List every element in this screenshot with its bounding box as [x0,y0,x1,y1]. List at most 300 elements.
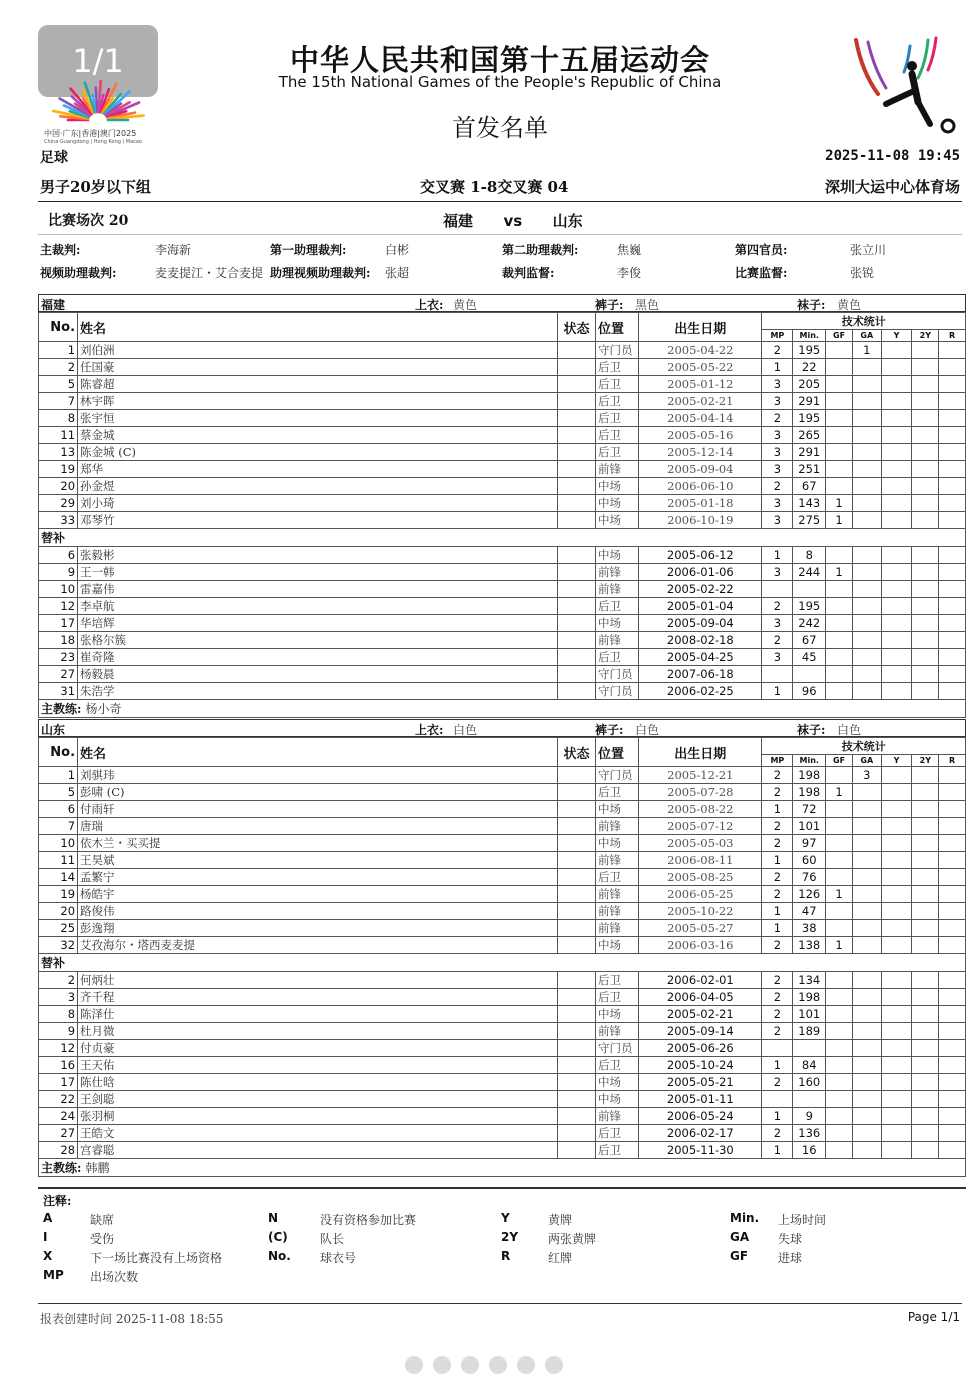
stat-r [939,1023,966,1040]
player-row [39,1057,966,1074]
player-number: 3 [39,989,78,1006]
player-status [557,393,595,410]
pagination-dot[interactable] [489,1356,507,1374]
player-status [557,1108,595,1125]
stat-y [881,1142,912,1159]
player-number: 12 [39,598,78,615]
player-position: 中场 [596,547,639,564]
player-position: 后卫 [596,1057,639,1074]
stat-min [793,666,826,683]
stat-ga [852,1023,881,1040]
player-row [39,1108,966,1125]
stat-r [939,835,966,852]
player-number: 23 [39,649,78,666]
stat-y2 [912,1040,939,1057]
legend-meaning: 受伤 [90,1232,115,1246]
player-name: 王皓文 [78,1125,558,1142]
stat-y [881,495,912,512]
player-name: 张宇恒 [78,410,558,427]
stat-ga [852,632,881,649]
stat-gf: 1 [826,886,853,903]
games-logo-subline: China·Guangdong | Hong Kong | Macao [44,139,143,145]
stat-y2 [912,376,939,393]
player-position: 前锋 [596,1023,639,1040]
stat-mp: 2 [762,1023,793,1040]
player-name: 依木兰・买买提 [78,835,558,852]
player-dob: 2005-05-22 [639,359,762,376]
stat-y [881,1006,912,1023]
col-header-min: Min. [793,755,826,767]
player-position: 后卫 [596,784,639,801]
stat-r [939,683,966,700]
stat-y2 [912,818,939,835]
stat-mp: 2 [762,410,793,427]
stat-gf [826,1006,853,1023]
stat-ga [852,903,881,920]
player-name: 林宇晖 [78,393,558,410]
stat-y [881,1023,912,1040]
stat-min [793,1091,826,1108]
stat-r [939,1142,966,1159]
stat-mp: 3 [762,427,793,444]
home-team-name: 福建 [443,212,474,230]
player-number: 5 [39,784,78,801]
stat-gf [826,376,853,393]
stat-min: 45 [793,649,826,666]
legend-notes [38,1187,966,1287]
stat-y [881,666,912,683]
stat-y2 [912,937,939,954]
stat-r [939,512,966,529]
stat-r [939,1006,966,1023]
player-row [39,666,966,683]
player-row [39,852,966,869]
stat-min: 265 [793,427,826,444]
stat-y2 [912,495,939,512]
player-name: 邓琴竹 [78,512,558,529]
player-name: 蔡金城 [78,427,558,444]
stat-gf [826,615,853,632]
col-header-status: 状态 [557,313,595,342]
pagination-dots[interactable] [405,1356,573,1378]
player-position: 前锋 [596,564,639,581]
player-dob: 2005-07-12 [639,818,762,835]
stat-y2 [912,512,939,529]
pagination-dot[interactable] [461,1356,479,1374]
player-row [39,1006,966,1023]
pagination-dot[interactable] [517,1356,535,1374]
player-dob: 2006-01-06 [639,564,762,581]
stat-gf [826,478,853,495]
stat-mp: 3 [762,512,793,529]
stat-mp: 1 [762,1108,793,1125]
stat-min: 67 [793,478,826,495]
away-team-name: 山东 [552,212,583,230]
player-number: 17 [39,615,78,632]
stat-mp: 2 [762,598,793,615]
player-number: 22 [39,1091,78,1108]
player-name: 王剑聪 [78,1091,558,1108]
player-position: 后卫 [596,869,639,886]
player-status [557,598,595,615]
stat-min: 195 [793,410,826,427]
stat-y2 [912,461,939,478]
player-row [39,801,966,818]
roster-table [38,312,966,718]
player-position: 前锋 [596,1108,639,1125]
player-position: 中场 [596,937,639,954]
player-dob: 2005-04-22 [639,342,762,359]
socks-label: 袜子: [797,298,826,312]
player-row [39,427,966,444]
player-dob: 2005-05-21 [639,1074,762,1091]
stat-y [881,649,912,666]
player-row [39,376,966,393]
stat-mp: 2 [762,886,793,903]
stat-r [939,598,966,615]
player-row [39,632,966,649]
team-kit-bar [38,719,966,737]
stat-y2 [912,903,939,920]
stat-y2 [912,564,939,581]
stat-r [939,886,966,903]
official-role-label: 助理视频助理裁判: [270,266,371,280]
coach-row [39,700,966,718]
stat-ga [852,666,881,683]
legend-key: I [43,1230,48,1244]
col-header-no: No. [39,313,78,342]
player-number: 19 [39,461,78,478]
stat-y [881,903,912,920]
player-position: 后卫 [596,444,639,461]
stat-y2 [912,1142,939,1159]
player-row [39,1125,966,1142]
player-row [39,410,966,427]
player-status [557,666,595,683]
stat-ga [852,547,881,564]
stat-mp: 1 [762,683,793,700]
games-title-en: The 15th National Games of the People's Republic of China [278,73,722,91]
stat-gf: 1 [826,512,853,529]
player-position: 中场 [596,495,639,512]
stat-y2 [912,1125,939,1142]
stat-ga [852,886,881,903]
player-row [39,461,966,478]
stat-gf [826,666,853,683]
player-number: 28 [39,1142,78,1159]
stat-r [939,444,966,461]
player-number: 11 [39,852,78,869]
player-dob: 2005-05-27 [639,920,762,937]
stat-ga [852,581,881,598]
stat-gf [826,903,853,920]
player-dob: 2006-08-11 [639,852,762,869]
footer-divider [38,1303,962,1304]
player-position: 后卫 [596,410,639,427]
stat-ga [852,1125,881,1142]
col-header-y2: 2Y [912,755,939,767]
player-status [557,615,595,632]
player-status [557,649,595,666]
stat-min: 60 [793,852,826,869]
player-name: 唐瑞 [78,818,558,835]
competition-category: 男子20岁以下组 [40,178,151,196]
stat-ga: 1 [852,342,881,359]
player-number: 1 [39,767,78,784]
player-row [39,818,966,835]
stat-y2 [912,615,939,632]
stat-y2 [912,393,939,410]
stat-min: 16 [793,1142,826,1159]
stat-ga [852,869,881,886]
stat-gf [826,1125,853,1142]
coach-name: 韩鹏 [85,1161,110,1175]
shorts-color: 白色 [635,723,660,737]
player-status [557,1057,595,1074]
stat-y [881,478,912,495]
official-name: 焦巍 [617,243,642,257]
stat-y2 [912,972,939,989]
player-number: 18 [39,632,78,649]
stat-mp: 1 [762,547,793,564]
player-name: 任国豪 [78,359,558,376]
stat-ga [852,852,881,869]
stat-min: 8 [793,547,826,564]
stat-r [939,427,966,444]
official-name: 李俊 [617,266,642,280]
col-header-r: R [939,755,966,767]
player-row [39,359,966,376]
player-status [557,512,595,529]
player-dob: 2005-01-11 [639,1091,762,1108]
report-created-time: 报表创建时间 2025-11-08 18:55 [40,1312,224,1326]
stat-r [939,784,966,801]
stat-y [881,581,912,598]
stat-mp: 3 [762,615,793,632]
player-status [557,1006,595,1023]
subs-section-row [39,529,966,547]
player-dob: 2007-06-18 [639,666,762,683]
stat-y [881,393,912,410]
player-name: 崔奇隆 [78,649,558,666]
stat-gf [826,393,853,410]
player-status [557,886,595,903]
stat-r [939,461,966,478]
player-number: 27 [39,666,78,683]
player-number: 29 [39,495,78,512]
stat-mp: 3 [762,444,793,461]
coach-label: 主教练: [41,702,82,716]
player-name: 郑华 [78,461,558,478]
stat-y [881,632,912,649]
official-name: 白彬 [385,243,410,257]
stat-ga [852,495,881,512]
player-name: 刘伯洲 [78,342,558,359]
stat-mp [762,666,793,683]
player-dob: 2006-02-17 [639,1125,762,1142]
player-status [557,359,595,376]
stat-y2 [912,1108,939,1125]
stat-ga [852,478,881,495]
stat-mp: 1 [762,1057,793,1074]
divider [38,234,962,235]
stat-min: 97 [793,835,826,852]
stat-min: 136 [793,1125,826,1142]
stat-ga [852,972,881,989]
player-position: 后卫 [596,649,639,666]
stat-r [939,547,966,564]
stat-y [881,852,912,869]
stat-r [939,852,966,869]
player-dob: 2005-12-21 [639,767,762,784]
stat-ga: 3 [852,767,881,784]
player-number: 20 [39,478,78,495]
stat-y2 [912,359,939,376]
player-status [557,547,595,564]
stat-min: 101 [793,818,826,835]
col-header-gf: GF [826,755,853,767]
pagination-dot[interactable] [405,1356,423,1374]
stat-gf [826,359,853,376]
sport-name: 足球 [40,150,68,166]
coach-cell [39,1159,966,1177]
player-row [39,495,966,512]
player-row [39,478,966,495]
player-row [39,342,966,359]
official-role-label: 主裁判: [40,243,81,257]
stat-gf [826,1108,853,1125]
competition-stage: 交叉赛 1-8交叉赛 04 [420,178,569,196]
stat-gf [826,1091,853,1108]
stat-y2 [912,767,939,784]
player-dob: 2005-09-04 [639,461,762,478]
stat-ga [852,801,881,818]
stat-mp: 2 [762,937,793,954]
stat-min: 67 [793,632,826,649]
stat-y [881,1074,912,1091]
socks-color: 黄色 [837,298,862,312]
player-dob: 2005-06-26 [639,1040,762,1057]
official-role-label: 第一助理裁判: [270,243,347,257]
stat-ga [852,1091,881,1108]
stat-min: 189 [793,1023,826,1040]
stat-min: 244 [793,564,826,581]
player-row [39,444,966,461]
stat-mp: 2 [762,989,793,1006]
stat-gf [826,1074,853,1091]
player-status [557,903,595,920]
col-header-no: No. [39,738,78,767]
match-datetime: 2025-11-08 19:45 [825,148,960,164]
official-name: 张立川 [850,243,887,257]
stat-y2 [912,683,939,700]
player-row [39,1091,966,1108]
player-number: 11 [39,427,78,444]
player-status [557,852,595,869]
stat-y [881,989,912,1006]
document-title: 首发名单 [452,114,548,142]
stat-gf [826,1142,853,1159]
legend-meaning: 上场时间 [778,1213,827,1227]
official-role-label: 第四官员: [735,243,788,257]
official-name: 张锐 [850,266,875,280]
stat-mp: 2 [762,342,793,359]
stat-y2 [912,852,939,869]
player-name: 孟繁宁 [78,869,558,886]
player-number: 8 [39,1006,78,1023]
stat-r [939,1040,966,1057]
legend-key: 2Y [501,1230,519,1244]
player-dob: 2005-05-16 [639,427,762,444]
player-row [39,547,966,564]
stat-y2 [912,784,939,801]
player-position: 后卫 [596,359,639,376]
player-position: 中场 [596,512,639,529]
stat-min: 198 [793,767,826,784]
stat-mp: 3 [762,495,793,512]
player-status [557,581,595,598]
stat-y [881,359,912,376]
pagination-dot[interactable] [433,1356,451,1374]
legend-meaning: 下一场比赛没有上场资格 [90,1251,223,1265]
stat-ga [852,1074,881,1091]
col-header-status: 状态 [557,738,595,767]
stat-ga [852,818,881,835]
stat-min: 38 [793,920,826,937]
stat-r [939,920,966,937]
stat-y2 [912,886,939,903]
player-position: 后卫 [596,989,639,1006]
stat-gf [826,598,853,615]
col-header-ga: GA [852,755,881,767]
stat-min: 198 [793,784,826,801]
player-position: 守门员 [596,683,639,700]
legend-meaning: 没有资格参加比赛 [320,1213,417,1227]
player-number: 7 [39,393,78,410]
player-name: 付贞豪 [78,1040,558,1057]
legend-key: X [43,1249,53,1263]
player-position: 前锋 [596,886,639,903]
stat-y [881,410,912,427]
subs-section-row [39,954,966,972]
stat-r [939,376,966,393]
player-row [39,920,966,937]
roster-table [38,737,966,1177]
pagination-dot[interactable] [545,1356,563,1374]
player-position: 守门员 [596,1040,639,1057]
player-number: 7 [39,818,78,835]
player-name: 路俊伟 [78,903,558,920]
stat-gf [826,649,853,666]
stat-gf [826,342,853,359]
stat-gf [826,852,853,869]
player-dob: 2006-04-05 [639,989,762,1006]
stat-y2 [912,410,939,427]
player-status [557,342,595,359]
stat-gf: 1 [826,495,853,512]
games-title-cn: 中华人民共和国第十五届运动会 [289,43,710,77]
col-header-position: 位置 [596,313,639,342]
stat-ga [852,410,881,427]
legend-meaning: 队长 [320,1232,345,1246]
stat-gf [826,632,853,649]
legend-meaning: 缺席 [90,1213,115,1227]
player-dob: 2005-02-21 [639,1006,762,1023]
player-position: 前锋 [596,632,639,649]
col-header-y2: 2Y [912,330,939,342]
stat-mp: 1 [762,1142,793,1159]
player-position: 中场 [596,835,639,852]
